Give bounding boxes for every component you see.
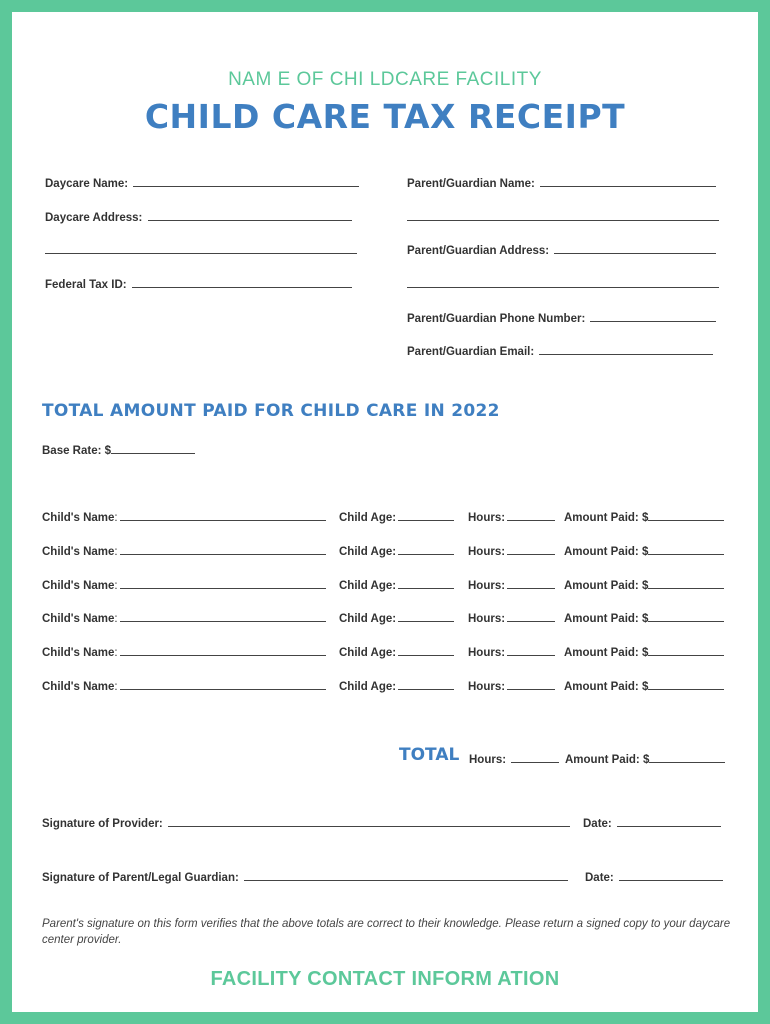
federal-tax-id-field[interactable]: [45, 276, 352, 291]
guardian-date-field[interactable]: [585, 869, 723, 884]
child-age-line[interactable]: [398, 644, 454, 656]
child-amount-line[interactable]: [648, 577, 724, 589]
child-amount-field[interactable]: [564, 678, 724, 693]
child-age-line[interactable]: [398, 543, 454, 555]
guardian-signature-field[interactable]: [42, 869, 568, 884]
child-hours-field[interactable]: [468, 577, 555, 592]
child-name-line[interactable]: [120, 678, 326, 690]
child-name-label: Child's Name: [42, 681, 115, 693]
parent-address-line[interactable]: [554, 242, 716, 254]
child-name-line[interactable]: [120, 509, 326, 521]
child-amount-field[interactable]: [564, 610, 724, 625]
daycare-name-label: Daycare Name:: [45, 178, 129, 190]
child-age-field[interactable]: [339, 644, 454, 659]
child-hours-label: Hours:: [468, 647, 506, 660]
federal-tax-id-line[interactable]: [132, 276, 352, 288]
section-title: TOTAL AMOUNT PAID FOR CHILD CARE IN 2022: [42, 401, 500, 421]
child-age-field[interactable]: [339, 678, 454, 693]
child-name-line[interactable]: [120, 610, 326, 622]
child-age-label: Child Age:: [339, 681, 397, 693]
guardian-signature-line[interactable]: [244, 869, 568, 881]
provider-date-label: Date:: [583, 818, 612, 830]
total-hours-field[interactable]: [469, 751, 559, 766]
child-hours-label: Hours:: [468, 681, 506, 693]
child-amount-field[interactable]: [564, 644, 724, 659]
child-age-field[interactable]: [339, 577, 454, 592]
provider-date-line[interactable]: [617, 815, 721, 827]
child-age-line[interactable]: [398, 610, 454, 622]
child-hours-field[interactable]: [468, 644, 555, 659]
child-age-label: Child Age:: [339, 512, 397, 524]
parent-address-line-2[interactable]: [407, 287, 719, 288]
page-title: CHILD CARE TAX RECEIPT: [144, 97, 626, 136]
parent-name-field[interactable]: [407, 175, 716, 190]
child-age-line[interactable]: [398, 577, 454, 589]
facility-name-heading: NAM E OF CHI LDCARE FACILITY: [228, 69, 542, 90]
parent-email-line[interactable]: [539, 343, 713, 355]
daycare-address-line[interactable]: [148, 209, 352, 221]
child-name-line[interactable]: [120, 543, 326, 555]
child-name-label: Child's Name: [42, 647, 115, 660]
daycare-name-field[interactable]: [45, 175, 359, 190]
child-name-label: Child's Name: [42, 512, 115, 524]
child-age-line[interactable]: [398, 678, 454, 690]
total-amount-field[interactable]: [565, 751, 725, 766]
child-hours-line[interactable]: [507, 577, 555, 589]
colon: :: [114, 681, 118, 693]
child-hours-line[interactable]: [507, 644, 555, 656]
child-hours-field[interactable]: [468, 543, 555, 558]
parent-address-label: Parent/Guardian Address:: [407, 245, 550, 257]
federal-tax-id-label: Federal Tax ID:: [45, 279, 127, 291]
daycare-address-field[interactable]: [45, 209, 352, 224]
child-amount-label: Amount Paid: $: [564, 647, 649, 660]
colon: :: [114, 613, 118, 626]
child-name-field[interactable]: [42, 577, 326, 592]
total-amount-line[interactable]: [649, 751, 725, 763]
child-hours-label: Hours:: [468, 545, 506, 558]
daycare-address-line-2[interactable]: [45, 253, 357, 254]
parent-name-line-2[interactable]: [407, 220, 719, 221]
child-age-field[interactable]: [339, 509, 454, 524]
child-hours-label: Hours:: [468, 512, 506, 524]
child-amount-line[interactable]: [648, 610, 724, 622]
colon: :: [114, 579, 118, 592]
child-amount-label: Amount Paid: $: [564, 579, 649, 592]
daycare-address-label: Daycare Address:: [45, 212, 143, 224]
child-amount-line[interactable]: [648, 509, 724, 521]
child-name-field[interactable]: [42, 543, 326, 558]
guardian-signature-label: Signature of Parent/Legal Guardian:: [42, 872, 239, 884]
signature-note: Parent's signature on this form verifies that the above totals are correct to their knowledge. Please return a signed copy to your daycare center provider.: [42, 918, 731, 946]
child-name-field[interactable]: [42, 509, 326, 524]
child-name-label: Child's Name: [42, 579, 115, 592]
child-amount-label: Amount Paid: $: [564, 681, 649, 693]
child-name-line[interactable]: [120, 577, 326, 589]
facility-contact-heading: FACILITY CONTACT INFORM ATION: [210, 968, 560, 990]
child-hours-label: Hours:: [468, 579, 506, 592]
child-hours-line[interactable]: [507, 610, 555, 622]
child-name-field[interactable]: [42, 610, 326, 625]
child-amount-line[interactable]: [648, 678, 724, 690]
total-amount-label: Amount Paid: $: [565, 754, 650, 766]
child-age-field[interactable]: [339, 543, 454, 558]
child-age-label: Child Age:: [339, 579, 397, 592]
guardian-date-line[interactable]: [619, 869, 723, 881]
child-hours-field[interactable]: [468, 678, 555, 693]
child-amount-field[interactable]: [564, 543, 724, 558]
child-name-field[interactable]: [42, 644, 326, 659]
child-hours-line[interactable]: [507, 543, 555, 555]
receipt-page: [12, 12, 758, 1012]
provider-signature-label: Signature of Provider:: [42, 818, 163, 830]
child-age-line[interactable]: [398, 509, 454, 521]
parent-email-field[interactable]: [407, 343, 713, 358]
child-amount-label: Amount Paid: $: [564, 512, 649, 524]
child-amount-label: Amount Paid: $: [564, 545, 649, 558]
colon: :: [114, 545, 118, 558]
child-name-field[interactable]: [42, 678, 326, 693]
parent-email-label: Parent/Guardian Email:: [407, 346, 535, 358]
child-amount-field[interactable]: [564, 577, 724, 592]
parent-phone-line[interactable]: [590, 310, 716, 322]
provider-signature-line[interactable]: [168, 815, 570, 827]
child-hours-field[interactable]: [468, 509, 555, 524]
colon: :: [114, 512, 118, 524]
child-age-field[interactable]: [339, 610, 454, 625]
child-name-label: Child's Name: [42, 613, 115, 626]
child-amount-line[interactable]: [648, 644, 724, 656]
child-amount-label: Amount Paid: $: [564, 613, 649, 626]
child-amount-field[interactable]: [564, 509, 724, 524]
colon: :: [114, 647, 118, 660]
child-hours-field[interactable]: [468, 610, 555, 625]
child-name-label: Child's Name: [42, 545, 115, 558]
child-hours-line[interactable]: [507, 509, 555, 521]
base-rate-label: Base Rate: $: [42, 445, 112, 457]
provider-signature-field[interactable]: [42, 815, 570, 830]
base-rate-field[interactable]: [42, 442, 195, 457]
parent-address-field[interactable]: [407, 242, 716, 257]
parent-phone-field[interactable]: [407, 310, 716, 325]
parent-phone-label: Parent/Guardian Phone Number:: [407, 313, 586, 325]
guardian-date-label: Date:: [585, 872, 614, 884]
total-hours-label: Hours:: [469, 754, 507, 766]
provider-date-field[interactable]: [583, 815, 721, 830]
parent-name-line[interactable]: [540, 175, 716, 187]
child-age-label: Child Age:: [339, 545, 397, 558]
total-label: TOTAL: [399, 745, 460, 765]
child-age-label: Child Age:: [339, 613, 397, 626]
child-amount-line[interactable]: [648, 543, 724, 555]
total-hours-line[interactable]: [511, 751, 559, 763]
parent-name-label: Parent/Guardian Name:: [407, 178, 535, 190]
base-rate-line[interactable]: [111, 442, 195, 454]
child-hours-line[interactable]: [507, 678, 555, 690]
child-age-label: Child Age:: [339, 647, 397, 660]
child-name-line[interactable]: [120, 644, 326, 656]
child-hours-label: Hours:: [468, 613, 506, 626]
daycare-name-line[interactable]: [133, 175, 359, 187]
